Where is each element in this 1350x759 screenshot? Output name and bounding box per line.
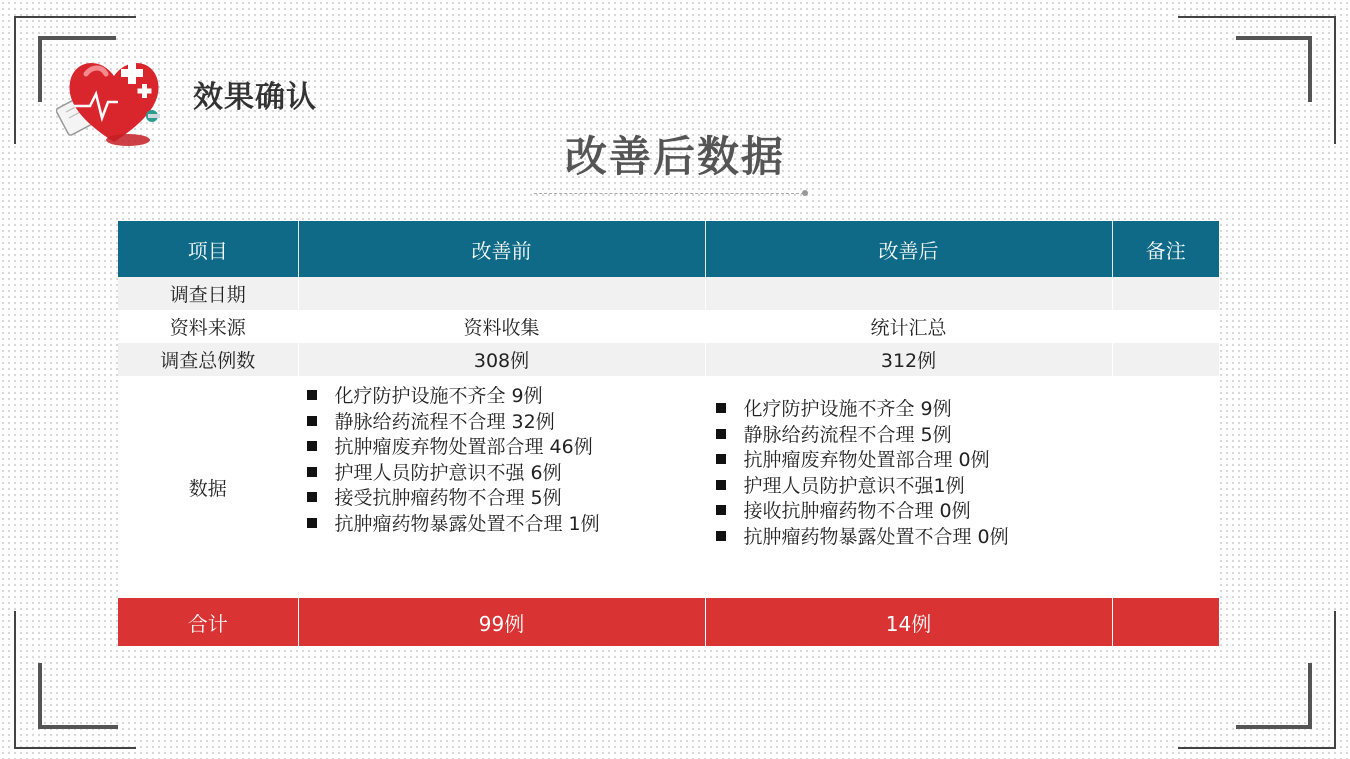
title-divider-dot bbox=[802, 190, 808, 196]
list-item bbox=[307, 410, 705, 436]
list-item bbox=[307, 512, 705, 538]
total-note bbox=[1112, 598, 1219, 646]
list-item-text: 抗肿瘤药物暴露处置不合理 0例 bbox=[743, 525, 1009, 548]
list-item bbox=[307, 486, 705, 512]
note-value bbox=[1112, 376, 1219, 598]
total-before: 99例 bbox=[298, 598, 705, 646]
list-item bbox=[307, 384, 705, 410]
list-item-text: 护理人员防护意识不强 6例 bbox=[334, 461, 562, 484]
square-bullet-icon bbox=[307, 441, 317, 451]
after-value bbox=[705, 277, 1112, 310]
table-row bbox=[118, 310, 1219, 343]
table-row bbox=[118, 277, 1219, 310]
note-value bbox=[1112, 310, 1219, 343]
header-item: 项目 bbox=[118, 221, 298, 277]
note-value bbox=[1112, 343, 1219, 376]
square-bullet-icon bbox=[716, 403, 726, 413]
list-item-text: 抗肿瘤废弃物处置部合理 46例 bbox=[334, 436, 593, 458]
before-detail-list bbox=[299, 376, 705, 537]
list-item-text: 静脉给药流程不合理 32例 bbox=[334, 410, 555, 433]
table-row bbox=[118, 343, 1219, 376]
frame-corner-bottom-right-inner bbox=[1236, 663, 1312, 729]
row-label: 数据 bbox=[118, 376, 298, 598]
table-header-row bbox=[118, 221, 1219, 277]
title-divider bbox=[534, 193, 804, 194]
comparison-table bbox=[118, 221, 1219, 646]
table-row-detail bbox=[118, 376, 1219, 598]
square-bullet-icon bbox=[716, 505, 726, 515]
list-item-text: 接收抗肿瘤药物不合理 0例 bbox=[743, 500, 971, 522]
list-item bbox=[716, 397, 1112, 423]
square-bullet-icon bbox=[307, 390, 317, 400]
list-item-text: 化疗防护设施不齐全 9例 bbox=[334, 385, 543, 407]
list-item-text: 护理人员防护意识不强1例 bbox=[743, 474, 965, 497]
list-item bbox=[716, 423, 1112, 449]
square-bullet-icon bbox=[716, 480, 726, 490]
header-after: 改善后 bbox=[705, 221, 1112, 277]
total-label: 合计 bbox=[118, 598, 298, 646]
row-label: 资料来源 bbox=[118, 310, 298, 343]
square-bullet-icon bbox=[307, 416, 317, 426]
square-bullet-icon bbox=[716, 531, 726, 541]
square-bullet-icon bbox=[307, 467, 317, 477]
total-after: 14例 bbox=[705, 598, 1112, 646]
list-item bbox=[716, 499, 1112, 525]
list-item-text: 抗肿瘤药物暴露处置不合理 1例 bbox=[334, 512, 600, 535]
before-value bbox=[298, 277, 705, 310]
before-value: 308例 bbox=[298, 343, 705, 376]
list-item-text: 化疗防护设施不齐全 9例 bbox=[743, 398, 952, 420]
square-bullet-icon bbox=[307, 492, 317, 502]
header-before: 改善前 bbox=[298, 221, 705, 277]
list-item-text: 抗肿瘤废弃物处置部合理 0例 bbox=[743, 449, 990, 471]
after-value: 统计汇总 bbox=[705, 310, 1112, 343]
square-bullet-icon bbox=[716, 454, 726, 464]
page-title: 改善后数据 bbox=[564, 132, 785, 181]
before-value: 资料收集 bbox=[298, 310, 705, 343]
frame-corner-bottom-left-inner bbox=[38, 663, 118, 729]
note-value bbox=[1112, 277, 1219, 310]
table-row-total bbox=[118, 598, 1219, 646]
square-bullet-icon bbox=[307, 518, 317, 528]
list-item-text: 接受抗肿瘤药物不合理 5例 bbox=[334, 487, 562, 509]
before-detail-cell bbox=[298, 376, 705, 598]
section-title: 效果确认 bbox=[193, 80, 317, 115]
header-note: 备注 bbox=[1112, 221, 1219, 277]
list-item-text: 静脉给药流程不合理 5例 bbox=[743, 423, 952, 446]
after-value: 312例 bbox=[705, 343, 1112, 376]
list-item bbox=[716, 448, 1112, 474]
row-label: 调查总例数 bbox=[118, 343, 298, 376]
list-item bbox=[307, 435, 705, 461]
after-detail-cell bbox=[705, 376, 1112, 598]
after-detail-list bbox=[706, 376, 1112, 550]
list-item bbox=[716, 525, 1112, 551]
list-item bbox=[307, 461, 705, 487]
square-bullet-icon bbox=[716, 429, 726, 439]
row-label: 调查日期 bbox=[118, 277, 298, 310]
list-item bbox=[716, 474, 1112, 500]
frame-corner-top-right-inner bbox=[1236, 36, 1312, 102]
